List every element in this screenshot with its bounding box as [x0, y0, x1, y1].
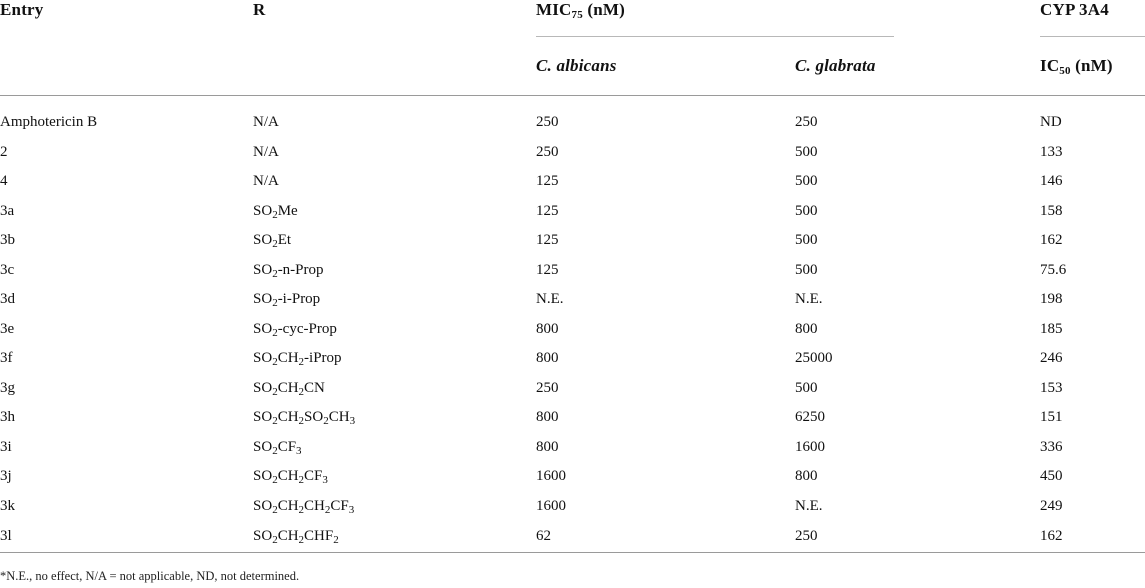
r-text: Me [277, 202, 298, 219]
cell-mic-glabrata: 1600 [795, 438, 825, 455]
r-subscript: 3 [348, 503, 355, 516]
cell-mic-albicans: 62 [536, 521, 795, 553]
cell-entry: 3l [0, 521, 253, 553]
table-row [0, 96, 1145, 138]
header-c-glabrata: C. glabrata [795, 37, 1040, 96]
r-text: CF [277, 438, 297, 455]
r-text: CHF [304, 528, 334, 544]
cell-r-group [253, 167, 536, 197]
cell-entry: 3e [0, 320, 15, 337]
cell-cyp-ic50: 162 [1040, 521, 1145, 553]
cell-r-group [253, 344, 536, 374]
r-text: SO [304, 409, 324, 426]
cell-entry: 3c [0, 261, 15, 278]
r-subscript: 2 [272, 208, 278, 221]
r-text: SO [253, 528, 273, 544]
r-text: SO [253, 409, 273, 426]
cell-mic-albicans: 125 [536, 202, 559, 219]
cyp-group-rule [1040, 0, 1145, 37]
cell-r-group [253, 433, 536, 463]
r-subscript: 3 [322, 474, 328, 487]
cell-mic-glabrata: 800 [795, 320, 818, 337]
r-subscript: 2 [298, 415, 305, 428]
r-text: CH [277, 409, 299, 426]
cell-entry: Amphotericin B [0, 114, 98, 131]
cell-entry: 3h [0, 409, 15, 426]
cell-mic-glabrata: 500 [795, 143, 818, 160]
table-row [0, 521, 1145, 553]
r-subscript: 2 [333, 534, 339, 546]
r-subscript: 2 [298, 534, 305, 546]
table-row [0, 403, 1145, 433]
table-row [0, 462, 1145, 492]
cell-entry: 3a [0, 202, 15, 219]
table-row [0, 374, 1145, 404]
cell-mic-albicans: 800 [536, 350, 559, 367]
r-text: -i-Prop [277, 291, 321, 308]
header-r-blank [253, 37, 536, 96]
cell-mic-glabrata: N.E. [795, 497, 823, 514]
mic-subscript: 75 [571, 9, 583, 21]
r-text: CH [277, 350, 299, 367]
cell-cyp-ic50: 162 [1040, 232, 1063, 249]
cell-mic-glabrata: 25000 [795, 350, 833, 367]
cell-cyp-ic50: 450 [1040, 468, 1063, 485]
cell-cyp-ic50: 249 [1040, 497, 1063, 514]
cell-entry: 3f [0, 350, 13, 367]
ic-subscript: 50 [1059, 65, 1071, 77]
r-text: -cyc-Prop [277, 320, 337, 337]
table-footnote: *N.E., no effect, N/A = not applicable, ND, not determined. [0, 569, 300, 583]
cell-mic-albicans: N.E. [536, 291, 564, 308]
cell-mic-albicans: 1600 [536, 468, 566, 485]
mic-label: MIC [536, 0, 572, 19]
r-subscript: 2 [272, 267, 278, 280]
header-r: R [253, 0, 266, 19]
header-entry-blank [0, 37, 253, 96]
cell-cyp-ic50: 336 [1040, 438, 1063, 455]
r-subscript: 2 [272, 444, 278, 457]
cell-r-group [253, 315, 536, 345]
r-text: CH [304, 497, 325, 514]
table-row [0, 138, 1145, 168]
r-subscript: 2 [272, 503, 278, 516]
cell-mic-glabrata: 500 [795, 202, 818, 219]
r-text: SO [253, 320, 273, 337]
cell-mic-glabrata: 250 [795, 521, 1040, 553]
r-text: CH [277, 528, 299, 544]
r-subscript: 2 [272, 415, 278, 428]
r-subscript: 2 [272, 326, 278, 339]
table-row [0, 344, 1145, 374]
mic-group-rule [536, 0, 894, 37]
cell-mic-albicans: 125 [536, 232, 559, 249]
r-text: SO [253, 350, 273, 367]
cell-entry: 3i [0, 438, 12, 455]
cell-mic-glabrata: 500 [795, 261, 818, 278]
r-text: Et [277, 232, 292, 249]
cell-r-group [253, 374, 536, 404]
cell-r-group [253, 138, 536, 168]
cell-mic-albicans: 250 [536, 143, 559, 160]
cell-r-group [253, 96, 536, 138]
r-subscript: 2 [272, 238, 278, 251]
table-body [0, 96, 1145, 553]
table-row [0, 256, 1145, 286]
mic-unit: (nM) [582, 0, 626, 19]
cell-r-group [253, 462, 536, 492]
header-ic50 [1040, 37, 1145, 96]
r-subscript: 2 [272, 385, 278, 398]
r-subscript: 2 [272, 534, 278, 546]
r-text: -iProp [304, 350, 342, 367]
ic-label: IC [1040, 56, 1060, 75]
r-subscript: 2 [272, 356, 278, 369]
r-text: N/A [253, 143, 279, 160]
cell-r-group [253, 285, 536, 315]
cell-cyp-ic50: 185 [1040, 320, 1063, 337]
r-subscript: 2 [298, 503, 305, 516]
cell-r-group [253, 197, 536, 227]
cell-cyp-ic50: 146 [1040, 173, 1063, 190]
cell-r-group [253, 521, 536, 553]
table-row [0, 285, 1145, 315]
ic-unit: (nM) [1070, 56, 1113, 75]
cell-r-group [253, 256, 536, 286]
r-text: SO [253, 497, 273, 514]
table-row [0, 433, 1145, 463]
cell-mic-glabrata: 500 [795, 379, 818, 396]
cell-mic-albicans: 125 [536, 173, 559, 190]
r-text: SO [253, 261, 273, 278]
r-text: SO [253, 291, 273, 308]
table-row [0, 315, 1145, 345]
cell-cyp-ic50: 75.6 [1040, 261, 1067, 278]
cell-mic-albicans: 250 [536, 379, 559, 396]
r-text: CF [304, 468, 323, 485]
cyp-label: CYP 3A4 [1040, 0, 1109, 19]
r-subscript: 2 [298, 356, 305, 369]
cell-mic-glabrata: N.E. [795, 291, 823, 308]
table-row [0, 492, 1145, 522]
cell-cyp-ic50: 246 [1040, 350, 1063, 367]
cell-mic-albicans: 800 [536, 438, 559, 455]
cell-entry: 3d [0, 291, 15, 308]
cell-mic-albicans: 800 [536, 409, 559, 426]
table-row [0, 226, 1145, 256]
cell-mic-albicans: 800 [536, 320, 559, 337]
r-text: -n-Prop [277, 261, 324, 278]
r-text: CH [277, 468, 299, 485]
cell-entry: 3g [0, 379, 15, 396]
cell-mic-glabrata: 800 [795, 468, 818, 485]
r-text: SO [253, 232, 273, 249]
cell-mic-albicans: 125 [536, 261, 559, 278]
cell-entry: 4 [0, 173, 8, 190]
r-subscript: 3 [296, 444, 302, 457]
cell-cyp-ic50: 133 [1040, 143, 1063, 160]
r-text: SO [253, 379, 273, 396]
header-entry: Entry [0, 0, 44, 19]
r-subscript: 2 [323, 415, 329, 428]
r-text: CF [330, 497, 349, 514]
cell-cyp-ic50: 153 [1040, 379, 1063, 396]
cell-r-group [253, 226, 536, 256]
cell-mic-glabrata: 6250 [795, 409, 825, 426]
cell-cyp-ic50: ND [1040, 114, 1062, 131]
cell-cyp-ic50: 158 [1040, 202, 1063, 219]
table-row [0, 167, 1145, 197]
r-subscript: 2 [272, 474, 278, 487]
r-subscript: 2 [272, 297, 278, 310]
cell-mic-glabrata: 500 [795, 173, 818, 190]
r-text: SO [253, 468, 273, 485]
header-row-top [0, 0, 1145, 37]
table-row [0, 197, 1145, 227]
header-row-bottom [0, 37, 1145, 96]
header-mic75 [536, 0, 1040, 37]
r-text: CH [277, 379, 299, 396]
r-subscript: 2 [324, 503, 331, 516]
r-text: CH [328, 409, 350, 426]
r-subscript: 2 [298, 474, 305, 487]
cell-cyp-ic50: 151 [1040, 409, 1063, 426]
cell-entry: 3j [0, 468, 12, 485]
cell-mic-glabrata: 250 [795, 114, 818, 131]
r-subscript: 3 [349, 415, 356, 428]
r-text: CN [304, 379, 325, 396]
cell-mic-albicans: 1600 [536, 497, 566, 514]
r-text: CH [277, 497, 299, 514]
cell-mic-albicans: 250 [536, 114, 559, 131]
r-text: SO [253, 202, 273, 219]
cell-entry: 2 [0, 143, 8, 160]
header-c-albicans: C. albicans [536, 37, 795, 96]
r-text: N/A [253, 114, 279, 131]
r-subscript: 2 [298, 385, 305, 398]
cell-r-group [253, 403, 536, 433]
header-cyp3a4 [1040, 0, 1145, 37]
r-text: SO [253, 438, 273, 455]
cell-cyp-ic50: 198 [1040, 291, 1063, 308]
cell-entry: 3k [0, 497, 15, 514]
r-text: N/A [253, 173, 279, 190]
cell-entry: 3b [0, 232, 15, 249]
cell-r-group [253, 492, 536, 522]
cell-mic-glabrata: 500 [795, 232, 818, 249]
